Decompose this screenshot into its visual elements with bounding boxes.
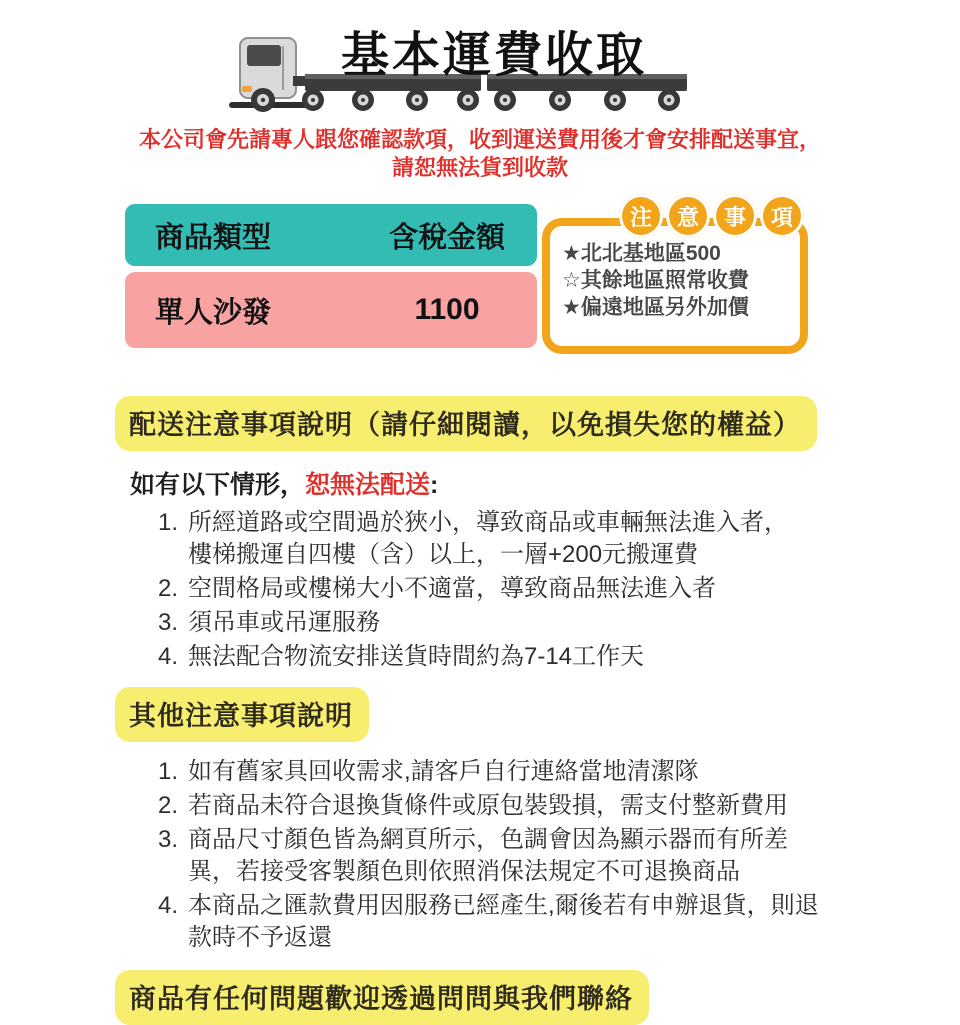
fee-amount: 1100 — [414, 293, 480, 326]
delivery-notes-list — [158, 507, 960, 673]
notice-item: ★北北基地區500 — [562, 242, 721, 265]
contact-heading: 商品有任何問題歡迎透過問問與我們聯絡 — [115, 970, 649, 1025]
fee-table-row — [125, 272, 537, 348]
list-item-text: 無法配合物流安排送貨時間約為7-14工作天 — [188, 643, 645, 670]
list-item-text: 本商品之匯款費用因服務已經產生,爾後若有申辦退貨，則退 款時不予返還 — [188, 892, 819, 951]
list-item-text: 須吊車或吊運服務 — [188, 609, 380, 636]
page-title: 基本運費收取 — [341, 27, 648, 83]
condition-colon: : — [430, 471, 439, 499]
list-item-number: 2. — [158, 792, 179, 819]
header — [225, 24, 695, 114]
fee-section — [0, 204, 960, 356]
list-item — [158, 507, 960, 571]
list-item — [158, 641, 960, 673]
notice-tab-circle: 注 — [619, 194, 663, 238]
fee-table-col-type: 商品類型 — [155, 221, 272, 254]
notice-item: ★偏遠地區另外加價 — [562, 296, 749, 319]
notice-tab-circle: 項 — [760, 194, 804, 238]
list-item — [158, 824, 960, 888]
list-item-number: 1. — [158, 758, 179, 785]
other-notes-list — [158, 756, 960, 954]
payment-notice — [0, 126, 960, 182]
notice-box — [542, 204, 808, 354]
other-notes-heading: 其他注意事項說明 — [115, 687, 369, 742]
notice-item: ☆其餘地區照常收費 — [562, 269, 749, 292]
payment-notice-line1: 本公司會先請專人跟您確認款項，收到運送費用後才會安排配送事宜， — [138, 127, 821, 152]
fee-table — [125, 204, 537, 348]
list-item — [158, 756, 960, 788]
notice-tab-circle: 意 — [666, 194, 710, 238]
list-item-text: 所經道路或空間過於狹小，導致商品或車輛無法進入者， 樓梯搬運自四樓（含）以上，一層+200元搬運費 — [188, 509, 788, 568]
fee-table-col-amount: 含稅金額 — [388, 221, 505, 254]
fee-table-header-row — [125, 204, 537, 266]
list-item-number: 3. — [158, 826, 179, 853]
list-item-number: 4. — [158, 643, 179, 670]
notice-tab-circle: 事 — [713, 194, 757, 238]
list-item — [158, 573, 960, 605]
no-delivery-condition-line — [130, 465, 960, 501]
fee-product-type: 單人沙發 — [155, 296, 272, 329]
list-item-text: 若商品未符合退換貨條件或原包裝毀損，需支付整新費用 — [188, 792, 788, 819]
list-item — [158, 890, 960, 954]
delivery-notes-heading: 配送注意事項說明（請仔細閱讀，以免損失您的權益） — [115, 396, 817, 451]
list-item — [158, 607, 960, 639]
list-item-number: 2. — [158, 575, 179, 602]
notice-box-title — [619, 194, 804, 238]
condition-red-text: 恕無法配送 — [305, 471, 431, 499]
list-item-number: 3. — [158, 609, 179, 636]
shipping-info-page — [0, 24, 960, 1025]
list-item-text: 商品尺寸顏色皆為網頁所示，色調會因為顯示器而有所差 異，若接受客製顏色則依照消保法規定不可退換商品 — [188, 826, 788, 885]
list-item-text: 如有舊家具回收需求,請客戶自行連絡當地清潔隊 — [188, 758, 699, 785]
list-item-text: 空間格局或樓梯大小不適當，導致商品無法進入者 — [188, 575, 716, 602]
list-item — [158, 790, 960, 822]
list-item-number: 4. — [158, 892, 179, 919]
payment-notice-line2: 請恕無法貨到收款 — [391, 155, 568, 180]
condition-prefix: 如有以下情形， — [130, 471, 306, 499]
list-item-number: 1. — [158, 509, 179, 536]
